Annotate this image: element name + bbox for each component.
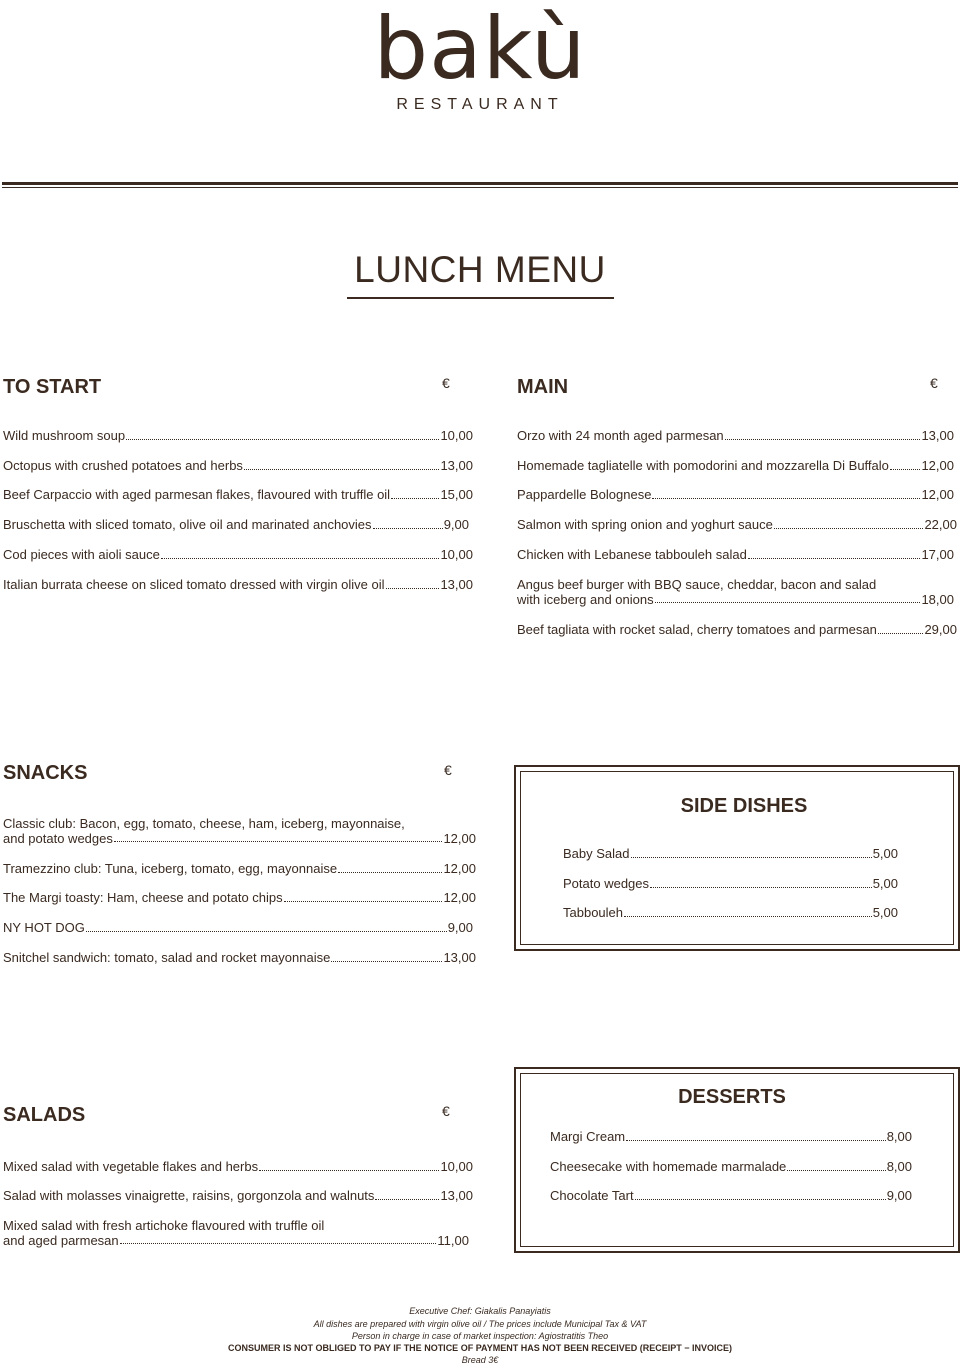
dot-leader: [748, 558, 921, 559]
item-price: 17,00: [921, 547, 954, 562]
menu-item: [3, 577, 473, 593]
item-name: Salmon with spring onion and yoghurt sauce: [517, 517, 773, 532]
item-price: 12,00: [443, 861, 476, 876]
footer-note: All dishes are prepared with virgin olive oil / The prices include Municipal Tax & VAT: [313, 1319, 647, 1329]
item-name: Chocolate Tart: [550, 1188, 634, 1203]
item-price: 10,00: [440, 428, 473, 443]
item-name: with iceberg and onions: [517, 592, 654, 607]
section-heading-snacks: SNACKS: [3, 762, 88, 784]
menu-item: [3, 920, 473, 936]
item-name-line1: Classic club: Bacon, egg, tomato, cheese, ham, iceberg, mayonnaise,: [3, 816, 405, 831]
currency-symbol: €: [442, 1103, 450, 1119]
item-price: 12,00: [921, 458, 954, 473]
dot-leader: [650, 887, 872, 888]
item-name: Wild mushroom soup: [3, 428, 126, 443]
dot-leader: [890, 469, 921, 470]
currency-symbol: €: [930, 375, 938, 391]
item-price: 18,00: [921, 592, 954, 607]
menu-item: [550, 1159, 912, 1175]
item-name: Mixed salad with vegetable flakes and herbs: [3, 1159, 259, 1174]
item-name: Orzo with 24 month aged parmesan: [517, 428, 724, 443]
item-name: The Margi toasty: Ham, cheese and potato chips: [3, 890, 283, 905]
dot-leader: [331, 961, 442, 962]
item-price: 5,00: [872, 876, 898, 891]
section-heading-desserts: DESSERTS: [678, 1086, 786, 1108]
item-price: 15,00: [440, 487, 473, 502]
item-name: and potato wedges: [3, 831, 113, 846]
item-name: NY HOT DOG: [3, 920, 85, 935]
dot-leader: [373, 528, 443, 529]
dot-leader: [635, 1199, 886, 1200]
menu-item: [550, 1188, 912, 1204]
menu-item: [517, 487, 954, 503]
currency-symbol: €: [442, 375, 450, 391]
dot-leader: [878, 633, 924, 634]
footer-consumer-notice: CONSUMER IS NOT OBLIGED TO PAY IF THE NOTICE OF PAYMENT HAS NOT BEEN RECEIVED (RECEIPT − INVOICE): [228, 1343, 732, 1353]
dot-leader: [120, 1243, 437, 1244]
menu-item: [3, 1188, 473, 1204]
menu-item: [563, 876, 898, 892]
footer-bread: Bread 3€: [461, 1355, 499, 1365]
item-name: Salad with molasses vinaigrette, raisins, gorgonzola and walnuts: [3, 1188, 375, 1203]
menu-item: [517, 577, 954, 607]
menu-item: [3, 950, 476, 966]
dot-leader: [725, 439, 921, 440]
header-divider-thin: [2, 187, 958, 188]
item-price: 12,00: [443, 831, 476, 846]
menu-item: [3, 487, 473, 503]
section-heading-to-start: TO START: [3, 376, 102, 398]
menu-item: [3, 1218, 469, 1248]
menu-item: [517, 428, 954, 444]
item-price: 29,00: [924, 622, 957, 637]
section-heading-salads: SALADS: [3, 1104, 86, 1126]
item-name: Snitchel sandwich: tomato, salad and rocket mayonnaise: [3, 950, 331, 965]
menu-item: [3, 517, 469, 533]
dot-leader: [626, 1140, 886, 1141]
item-name: and aged parmesan: [3, 1233, 119, 1248]
item-name-line1: Mixed salad with fresh artichoke flavoured with truffle oil: [3, 1218, 325, 1233]
dot-leader: [774, 528, 924, 529]
menu-item: [517, 547, 954, 563]
menu-item: [563, 905, 898, 921]
item-price: 12,00: [443, 890, 476, 905]
menu-item: [3, 428, 473, 444]
dot-leader: [386, 588, 440, 589]
dot-leader: [624, 916, 872, 917]
dot-leader: [652, 498, 920, 499]
dot-leader: [391, 498, 439, 499]
dot-leader: [244, 469, 440, 470]
item-name: Beef Carpaccio with aged parmesan flakes, flavoured with truffle oil: [3, 487, 391, 502]
logo-subtitle: RESTAURANT: [396, 96, 564, 113]
menu-item: [3, 458, 473, 474]
item-price: 9,00: [886, 1188, 912, 1203]
item-price: 22,00: [924, 517, 957, 532]
item-price: 9,00: [447, 920, 473, 935]
item-name: Chicken with Lebanese tabbouleh salad: [517, 547, 747, 562]
footer-chef: Executive Chef: Giakalis Panayiatis: [409, 1306, 551, 1316]
dot-leader: [338, 872, 442, 873]
item-name: Baby Salad: [563, 846, 630, 861]
dot-leader: [259, 1170, 439, 1171]
menu-item: [517, 622, 957, 638]
menu-item: [3, 1159, 473, 1175]
item-price: 13,00: [440, 577, 473, 592]
item-price: 13,00: [443, 950, 476, 965]
currency-symbol: €: [444, 762, 452, 778]
item-name: Potato wedges: [563, 876, 650, 891]
item-name: Cod pieces with aioli sauce: [3, 547, 160, 562]
header-divider: [2, 182, 958, 185]
item-price: 11,00: [437, 1233, 469, 1248]
item-name: Pappardelle Bolognese: [517, 487, 652, 502]
item-price: 5,00: [872, 905, 898, 920]
menu-item: [517, 458, 954, 474]
dot-leader: [126, 439, 439, 440]
dot-leader: [787, 1170, 885, 1171]
dot-leader: [114, 841, 443, 842]
menu-item: [563, 846, 898, 862]
menu-item: [3, 547, 473, 563]
item-price: 13,00: [921, 428, 954, 443]
item-price: 10,00: [440, 547, 473, 562]
item-name-line1: Angus beef burger with BBQ sauce, cheddar, bacon and salad: [517, 577, 877, 592]
item-price: 13,00: [440, 458, 473, 473]
item-price: 8,00: [886, 1159, 912, 1174]
item-price: 13,00: [440, 1188, 473, 1203]
menu-item: [3, 890, 476, 906]
item-name: Tramezzino club: Tuna, iceberg, tomato, egg, mayonnaise: [3, 861, 338, 876]
menu-item: [3, 861, 476, 877]
menu-item: [550, 1129, 912, 1145]
item-price: 10,00: [440, 1159, 473, 1174]
item-name: Beef tagliata with rocket salad, cherry tomatoes and parmesan: [517, 622, 877, 637]
dot-leader: [86, 931, 447, 932]
title-underline: [347, 297, 614, 299]
menu-item: [517, 517, 957, 533]
section-heading-side-dishes: SIDE DISHES: [680, 795, 808, 817]
item-price: 5,00: [872, 846, 898, 861]
item-name: Bruschetta with sliced tomato, olive oil and marinated anchovies: [3, 517, 372, 532]
item-name: Italian burrata cheese on sliced tomato dressed with virgin olive oil: [3, 577, 385, 592]
dot-leader: [284, 901, 443, 902]
footer-inspection: Person in charge in case of market inspection: Agiostratitis Theo: [351, 1331, 609, 1341]
section-heading-main: MAIN: [517, 376, 569, 398]
item-name: Homemade tagliatelle with pomodorini and mozzarella Di Buffalo: [517, 458, 889, 473]
item-name: Octopus with crushed potatoes and herbs: [3, 458, 243, 473]
menu-item: [3, 816, 476, 846]
dot-leader: [655, 602, 921, 603]
restaurant-logo: bakù: [373, 0, 587, 99]
item-name: Tabbouleh: [563, 905, 623, 920]
item-price: 9,00: [443, 517, 469, 532]
dot-leader: [161, 558, 440, 559]
item-name: Margi Cream: [550, 1129, 626, 1144]
item-price: 8,00: [886, 1129, 912, 1144]
item-name: Cheesecake with homemade marmalade: [550, 1159, 787, 1174]
item-price: 12,00: [921, 487, 954, 502]
dot-leader: [375, 1199, 439, 1200]
page-title: LUNCH MENU: [354, 249, 606, 290]
dot-leader: [631, 857, 872, 858]
